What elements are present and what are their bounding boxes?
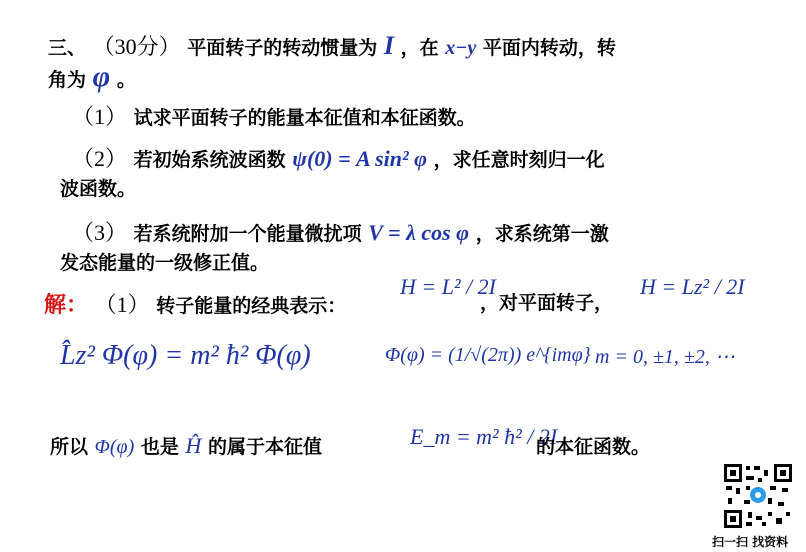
initial-wavefunction-formula: ψ(0) = A sin² φ: [292, 146, 427, 171]
question-text: 波函数。: [60, 178, 137, 200]
conclusion-text: 的本征函数。: [536, 436, 651, 458]
question-text: 若初始系统波函数: [133, 149, 286, 171]
question-number: （3）: [72, 220, 128, 245]
question-number: （1）: [72, 104, 128, 129]
wavefunction-text: Φ(φ) = (1/√(2π)) e^{imφ}: [385, 344, 591, 366]
problem-score: （30分）: [92, 34, 181, 59]
question-2: [72, 142, 605, 173]
inertia-symbol: I: [383, 31, 395, 60]
solution-text: ，对平面转子，: [480, 292, 614, 314]
eigen-equation-text: L̂z² Φ(φ) = m² ħ² Φ(φ): [60, 340, 311, 371]
solution-part-number: （1）: [94, 292, 150, 317]
question-1: [72, 100, 476, 131]
plane-symbol: x−y: [445, 37, 477, 59]
conclusion-text: 也是: [140, 436, 179, 458]
solution-line-1: [44, 288, 346, 319]
energy-formula-text: E_m = m² ħ² / 2I: [410, 424, 558, 449]
conclusion-line: [50, 432, 322, 459]
conclusion-text: 所以: [50, 436, 89, 458]
question-text: ，求任意时刻归一化: [433, 149, 605, 171]
conclusion-text: 的属于本征值: [208, 436, 323, 458]
problem-line-1: [48, 30, 616, 61]
angle-symbol: φ: [92, 60, 111, 93]
conclusion-end: [536, 432, 650, 459]
problem-text: 。: [116, 69, 136, 91]
problem-text: 平面转子的转动惯量为: [187, 37, 378, 59]
problem-number: 三、: [48, 37, 93, 59]
eigen-wavefunction: [385, 344, 591, 367]
question-text: 发态能量的一级修正值。: [60, 252, 270, 274]
quantum-number-values: [595, 344, 735, 369]
question-number: （2）: [72, 146, 128, 171]
problem-text: 平面内转动，转: [482, 37, 616, 59]
question-text: ，求系统第一激: [475, 223, 609, 245]
question-3: [72, 216, 609, 247]
conclusion-phi: Φ(φ): [94, 436, 135, 458]
question-text: 若系统附加一个能量微扰项: [133, 223, 362, 245]
conclusion-hamiltonian: Ĥ: [185, 433, 202, 458]
solution-text-plane: [480, 288, 613, 315]
qr-code-icon[interactable]: [722, 462, 794, 530]
hamiltonian-formula: H = L² / 2I: [400, 274, 497, 299]
solution-text: 转子能量的经典表示：: [156, 295, 347, 317]
qr-caption: 扫一扫 找资料: [712, 535, 789, 549]
perturbation-formula: V = λ cos φ: [368, 220, 470, 245]
question-2-line-2: [60, 174, 136, 201]
plane-hamiltonian: [640, 274, 745, 300]
question-3-line-2: [60, 248, 269, 275]
m-values-text: m = 0, ±1, ±2, ⋯: [595, 346, 735, 368]
problem-line-2: [48, 60, 136, 94]
eigen-equation: [60, 340, 311, 372]
problem-text: ，在: [400, 37, 439, 59]
question-text: 试求平面转子的能量本征值和本征函数。: [133, 107, 476, 129]
solution-label: 解：: [44, 293, 89, 318]
problem-text: 角为: [48, 69, 87, 91]
hamiltonian-plane-formula: H = Lz² / 2I: [640, 274, 745, 299]
